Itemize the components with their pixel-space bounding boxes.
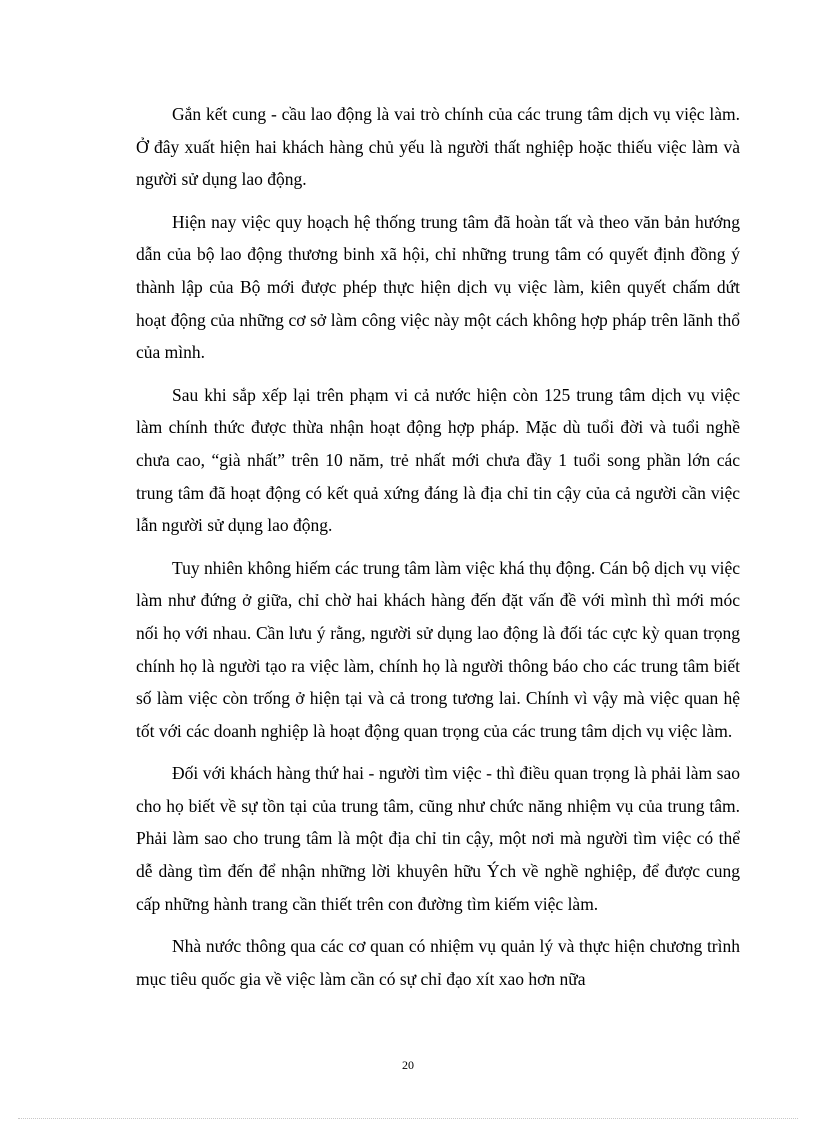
- page-number: 20: [402, 1058, 414, 1072]
- paragraph: Gắn kết cung - cầu lao động là vai trò chính của các trung tâm dịch vụ việc làm. Ở đây xuất hiện hai khách hàng chủ yếu là người thất nghiệp hoặc thiếu việc làm và người sử dụng lao động.: [136, 104, 740, 190]
- paragraph: Hiện nay việc quy hoạch hệ thống trung tâm đã hoàn tất và theo văn bản hướng dẫn của bộ lao động thương binh xã hội, chỉ những trung tâm có quyết định đồng ý thành lập của Bộ mới được phép thực hiện dịch vụ việc làm, kiên quyết chấm dứt hoạt động của những cơ sở làm công việc này một cách không hợp pháp trên lãnh thổ của mình.: [136, 211, 740, 363]
- paragraph: Tuy nhiên không hiếm các trung tâm làm việc khá thụ động. Cán bộ dịch vụ việc làm như đứng ở giữa, chỉ chờ hai khách hàng đến đặt vấn đề với mình thì mới móc nối họ với nhau. Cần lưu ý rằng, người sử dụng lao động là đối tác cực kỳ quan trọng chính họ là người tạo ra việc làm, chính họ là người thông báo cho các trung tâm biết số làm việc còn trống ở hiện tại và cả trong tương lai. Chính vì vậy mà việc quan hệ tốt với các doanh nghiệp là hoạt động quan trọng của các trung tâm dịch vụ việc làm.: [136, 557, 740, 741]
- paragraph: Nhà nước thông qua các cơ quan có nhiệm vụ quản lý và thực hiện chương trình mục tiêu quốc gia về việc làm cần có sự chỉ đạo xít xao hơn nữa: [136, 936, 740, 989]
- paragraph: Đối với khách hàng thứ hai - người tìm việc - thì điều quan trọng là phải làm sao cho họ biết về sự tồn tại của trung tâm, cũng như chức năng nhiệm vụ của trung tâm. Phải làm sao cho trung tâm là một địa chỉ tin cậy, một nơi mà người tìm việc có thể dễ dàng tìm đến để nhận những lời khuyên hữu Ých về nghề nghiệp, để được cung cấp những hành trang cần thiết trên con đường tìm kiếm việc làm.: [136, 763, 740, 914]
- page-bottom-border: [18, 1118, 798, 1119]
- paragraph: Sau khi sắp xếp lại trên phạm vi cả nước hiện còn 125 trung tâm dịch vụ việc làm chính thức được thừa nhận hoạt động hợp pháp. Mặc dù tuổi đời và tuổi nghề chưa cao, “già nhất” trên 10 năm, trẻ nhất mới chưa đầy 1 tuổi song phần lớn các trung tâm đã hoạt động có kết quả xứng đáng là địa chỉ tin cậy của cả người cần việc lẫn người sử dụng lao động.: [136, 384, 740, 536]
- page-body: [136, 98, 740, 1005]
